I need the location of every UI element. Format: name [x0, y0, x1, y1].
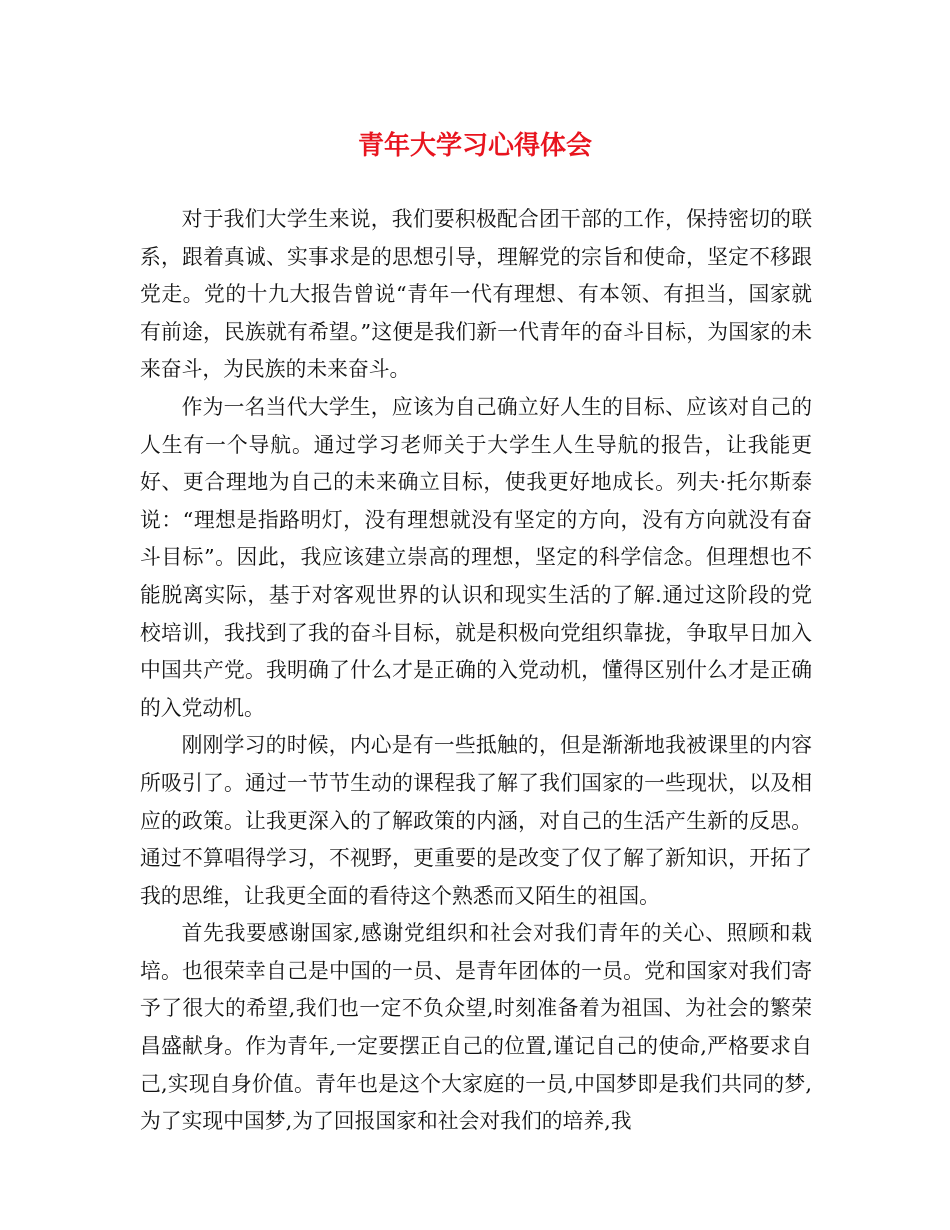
- paragraph-1: 对于我们大学生来说，我们要积极配合团干部的工作，保持密切的联系，跟着真诚、实事求是的思想引导，理解党的宗旨和使命，坚定不移跟党走。党的十九大报告曾说“青年一代有理想、有本领、有担当，国家就有前途，民族就有希望。”这便是我们新一代青年的奋斗目标，为国家的未来奋斗，为民族的未来奋斗。: [140, 207, 812, 382]
- paragraph-3: 刚刚学习的时候，内心是有一些抵触的，但是渐渐地我被课里的内容所吸引了。通过一节节生动的课程我了解了我们国家的一些现状，以及相应的政策。让我更深入的了解政策的内涵，对自己的生活产生新的反思。通过不算唱得学习，不视野，更重要的是改变了仅了解了新知识，开拓了我的思维，让我更全面的看待这个熟悉而又陌生的祖国。: [140, 733, 812, 908]
- paragraph-4: 首先我要感谢国家,感谢党组织和社会对我们青年的关心、照顾和栽培。也很荣幸自己是中国的一员、是青年团体的一员。党和国家对我们寄予了很大的希望,我们也一定不负众望,时刻准备着为祖国、为社会的繁荣昌盛献身。作为青年,一定要摆正自己的位置,谨记自己的使命,严格要求自己,实现自身价值。青年也是这个大家庭的一员,中国梦即是我们共同的梦,为了实现中国梦,为了回报国家和社会对我们的培养,我: [140, 921, 812, 1134]
- page-title: 青年大学习心得体会: [357, 131, 592, 161]
- document-body: [140, 201, 812, 1141]
- paragraph-2: 作为一名当代大学生，应该为自己确立好人生的目标、应该对自己的人生有一个导航。通过学习老师关于大学生人生导航的报告，让我能更好、更合理地为自己的未来确立目标，使我更好地成长。列夫·托尔斯泰说：“理想是指路明灯，没有理想就没有坚定的方向，没有方向就没有奋斗目标”。因此，我应该建立崇高的理想，坚定的科学信念。但理想也不能脱离实际，基于对客观世界的认识和现实生活的了解.通过这阶段的党校培训，我找到了我的奋斗目标，就是积极向党组织靠拢，争取早日加入中国共产党。我明确了什么才是正确的入党动机，懂得区别什么才是正确的入党动机。: [140, 394, 812, 720]
